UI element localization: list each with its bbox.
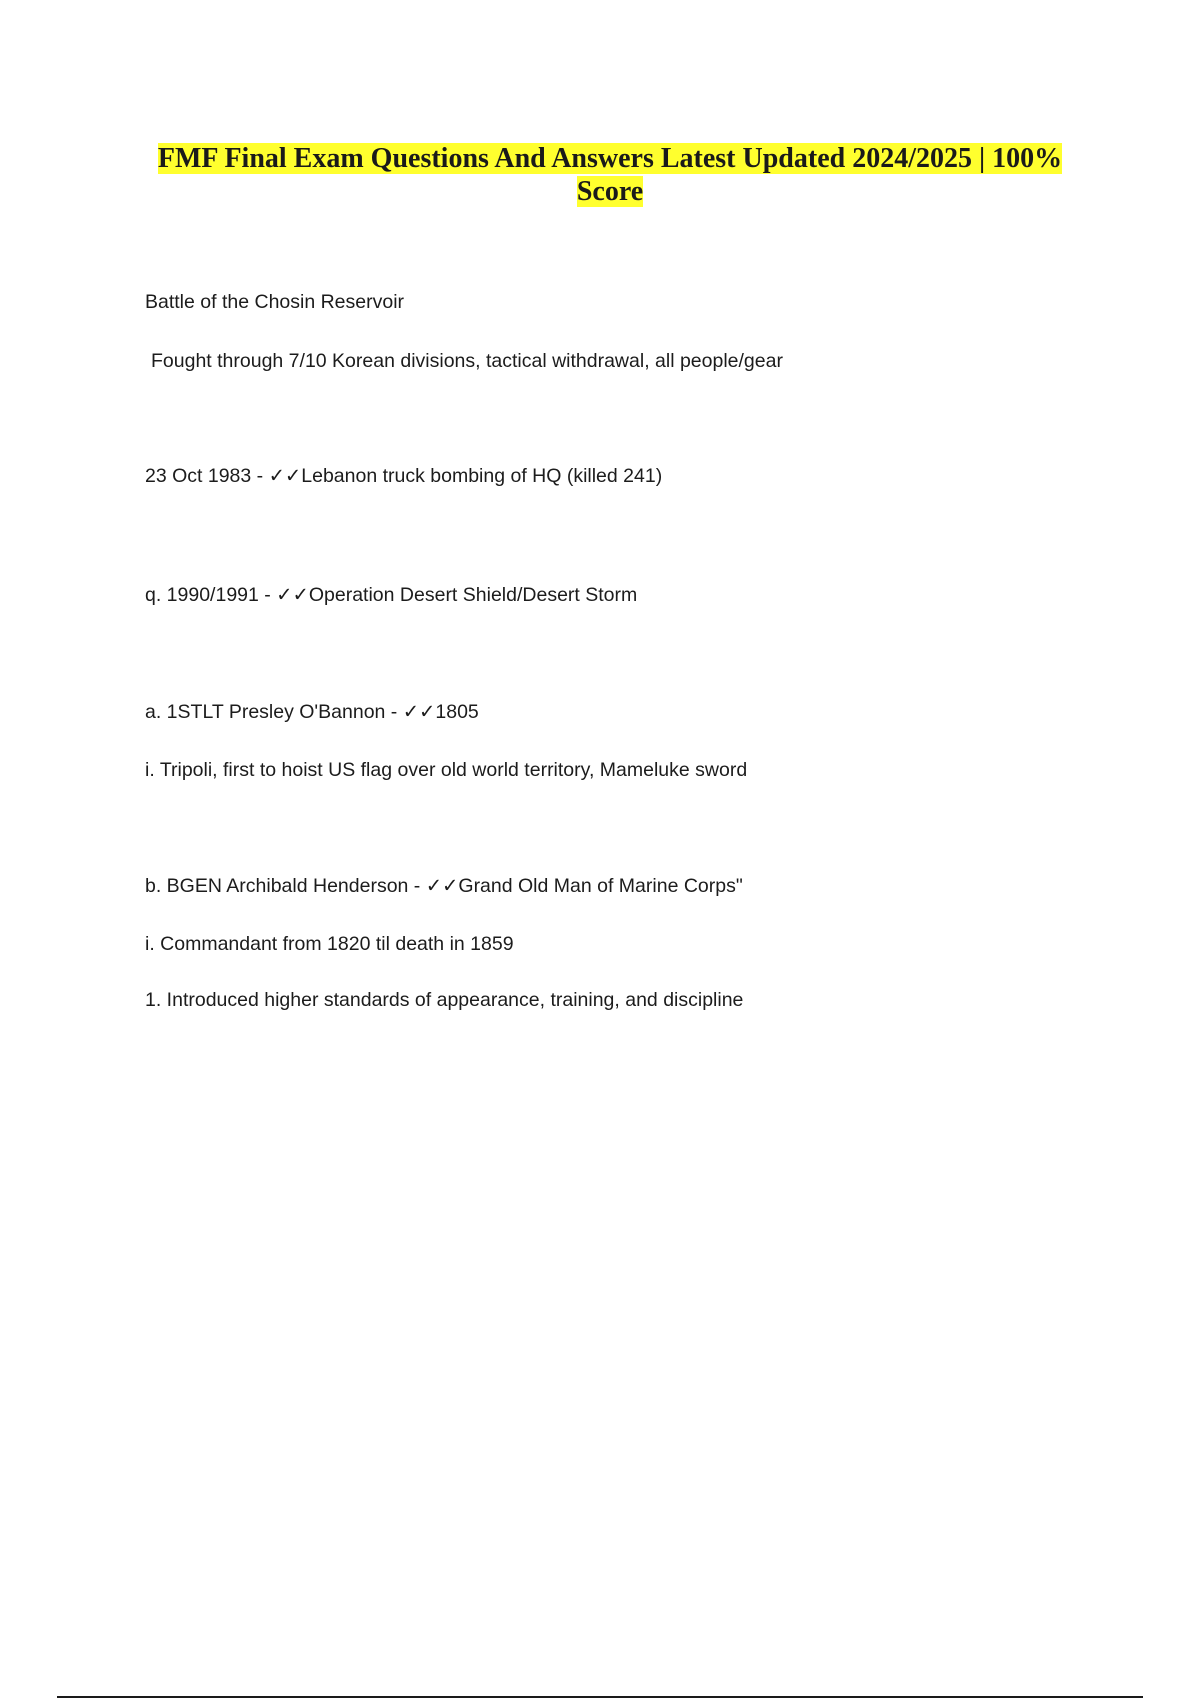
answer-line: i. Tripoli, first to hoist US flag over old world territory, Mameluke sword [145, 759, 748, 781]
question-line: b. BGEN Archibald Henderson - ✓✓Grand Old Man of Marine Corps" [145, 875, 743, 897]
answer-line: i. Commandant from 1820 til death in 1859 [145, 933, 514, 955]
document-title-text: FMF Final Exam Questions And Answers Latest Updated 2024/2025 | 100% Score [157, 143, 1063, 207]
question-line: 23 Oct 1983 - ✓✓Lebanon truck bombing of HQ (killed 241) [145, 465, 663, 487]
document-title [140, 142, 1080, 208]
answer-line: 1. Introduced higher standards of appearance, training, and discipline [145, 989, 744, 1011]
question-line: q. 1990/1991 - ✓✓Operation Desert Shield/Desert Storm [145, 584, 638, 606]
footer-divider [57, 1696, 1143, 1698]
answer-line: Fought through 7/10 Korean divisions, tactical withdrawal, all people/gear [151, 350, 783, 372]
question-line: a. 1STLT Presley O'Bannon - ✓✓1805 [145, 701, 479, 723]
question-line: Battle of the Chosin Reservoir [145, 291, 405, 313]
